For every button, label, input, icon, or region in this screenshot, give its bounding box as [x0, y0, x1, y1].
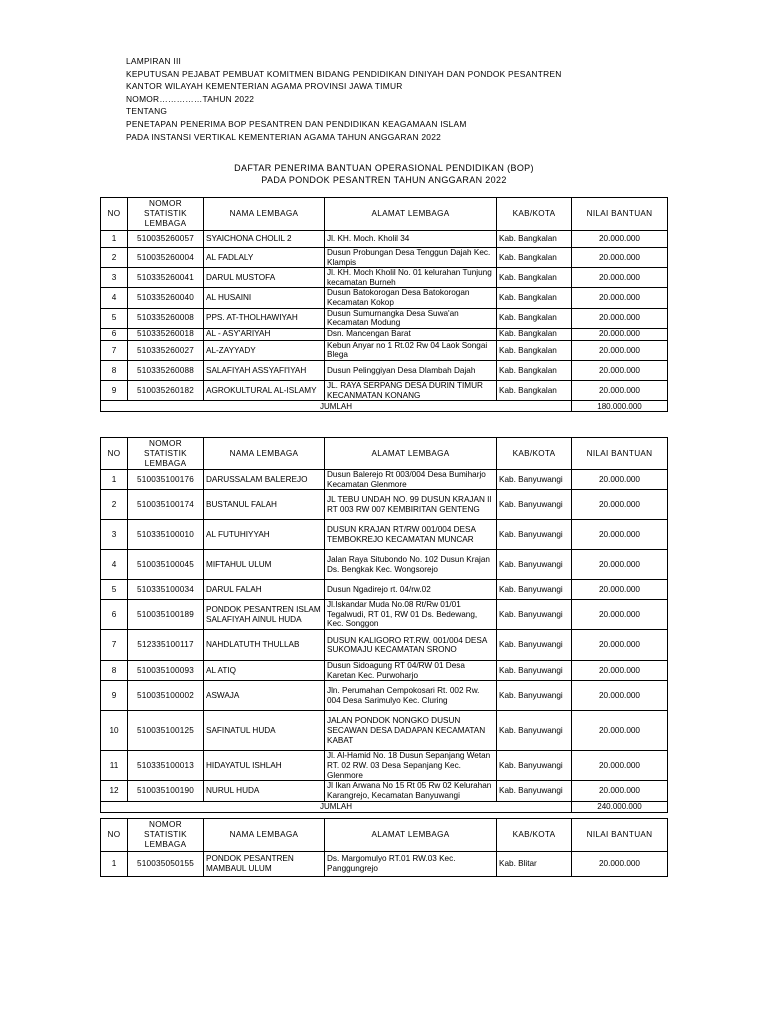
header-alamat-lembaga: ALAMAT LEMBAGA — [325, 438, 497, 470]
cell-kab-kota: Kab. Banyuwangi — [497, 711, 572, 751]
table-row — [101, 600, 668, 630]
table-row — [101, 520, 668, 550]
cell-kab-kota: Kab. Bangkalan — [497, 248, 572, 268]
cell-alamat-lembaga: Kebun Anyar no 1 Rt.02 Rw 04 Laok Songai Blega — [325, 340, 497, 360]
cell-kab-kota: Kab. Bangkalan — [497, 328, 572, 340]
cell-nomor-statistik: 510035100125 — [128, 711, 204, 751]
header-no: NO — [101, 438, 128, 470]
cell-kab-kota: Kab. Banyuwangi — [497, 470, 572, 490]
header-line-lampiran: LAMPIRAN III — [126, 56, 182, 66]
cell-nama-lembaga: NURUL HUDA — [204, 781, 325, 801]
cell-alamat-lembaga: Jalan Raya Situbondo No. 102 Dusun Krajan Ds. Bengkak Kec. Wongsorejo — [325, 550, 497, 580]
header-nomor-statistik: NOMOR STATISTIK LEMBAGA — [128, 438, 204, 470]
cell-nama-lembaga: MIFTAHUL ULUM — [204, 550, 325, 580]
table-row — [101, 248, 668, 268]
cell-nama-lembaga: AGROKULTURAL AL-ISLAMY — [204, 380, 325, 400]
cell-nomor-statistik: 510335100013 — [128, 751, 204, 781]
header-line-instansi: PADA INSTANSI VERTIKAL KEMENTERIAN AGAMA TAHUN ANGGARAN 2022 — [126, 131, 442, 142]
header-nama-lembaga: NAMA LEMBAGA — [204, 198, 325, 231]
cell-nomor-statistik: 512335100117 — [128, 630, 204, 661]
cell-nilai-bantuan: 20.000.000 — [572, 490, 668, 520]
cell-nomor-statistik: 510335260027 — [128, 340, 204, 360]
cell-nilai-bantuan: 20.000.000 — [572, 328, 668, 340]
cell-kab-kota: Kab. Banyuwangi — [497, 751, 572, 781]
header-line-keputusan: KEPUTUSAN PEJABAT PEMBUAT KOMITMEN BIDANG PENDIDIKAN DINIYAH DAN PONDOK PESANTREN — [126, 68, 562, 79]
cell-nomor-statistik: 510335260041 — [128, 268, 204, 288]
total-value: 240.000.000 — [572, 801, 668, 812]
header-nilai-bantuan: NILAI BANTUAN — [572, 198, 668, 231]
cell-alamat-lembaga: Dusun Probungan Desa Tenggun Dajah Kec. Klampis — [325, 248, 497, 268]
cell-nomor-statistik: 510335100034 — [128, 580, 204, 600]
cell-alamat-lembaga: DUSUN KALIGORO RT.RW. 001/004 DESA SUKOMAJU KECAMATAN SRONO — [325, 630, 497, 661]
cell-kab-kota: Kab. Banyuwangi — [497, 681, 572, 711]
cell-no: 10 — [101, 711, 128, 751]
cell-nilai-bantuan: 20.000.000 — [572, 288, 668, 308]
cell-alamat-lembaga: Jl Ikan Arwana No 15 Rt 05 Rw 02 Kelurahan Karangrejo, Kecamatan Banyuwangi — [325, 781, 497, 801]
total-row — [101, 801, 668, 812]
cell-nama-lembaga: ASWAJA — [204, 681, 325, 711]
header-nama-lembaga: NAMA LEMBAGA — [204, 438, 325, 470]
header-line-penetapan: PENETAPAN PENERIMA BOP PESANTREN DAN PENDIDIKAN KEAGAMAAN ISLAM — [126, 118, 467, 129]
table-header-row — [101, 198, 668, 231]
table-row — [101, 781, 668, 801]
cell-kab-kota: Kab. Banyuwangi — [497, 600, 572, 630]
cell-alamat-lembaga: Dusun Batokorogan Desa Batokorogan Kecamatan Kokop — [325, 288, 497, 308]
table-row — [101, 630, 668, 661]
cell-nomor-statistik: 510035260057 — [128, 231, 204, 248]
cell-no: 8 — [101, 661, 128, 681]
cell-alamat-lembaga: JL TEBU UNDAH NO. 99 DUSUN KRAJAN II RT 003 RW 007 KEMBIRITAN GENTENG — [325, 490, 497, 520]
table-row — [101, 711, 668, 751]
cell-nomor-statistik: 510035100190 — [128, 781, 204, 801]
recipients-table-banyuwangi — [100, 437, 668, 813]
cell-nilai-bantuan: 20.000.000 — [572, 600, 668, 630]
table-header-row — [101, 438, 668, 470]
header-line-tentang: TENTANG — [126, 106, 168, 117]
cell-alamat-lembaga: Dusun Sumurnangka Desa Suwa'an Kecamatan Modung — [325, 308, 497, 328]
total-label: JUMLAH — [101, 401, 572, 412]
cell-alamat-lembaga: Dusun Sidoagung RT 04/RW 01 Desa Karetan Kec. Purwoharjo — [325, 661, 497, 681]
cell-kab-kota: Kab. Banyuwangi — [497, 630, 572, 661]
header-nilai-bantuan: NILAI BANTUAN — [572, 438, 668, 470]
header-alamat-lembaga: ALAMAT LEMBAGA — [325, 819, 497, 852]
cell-kab-kota: Kab. Banyuwangi — [497, 520, 572, 550]
cell-nomor-statistik: 510335260018 — [128, 328, 204, 340]
recipients-table-bangkalan — [100, 197, 668, 412]
cell-nama-lembaga: AL ATIQ — [204, 661, 325, 681]
cell-nomor-statistik: 510335260008 — [128, 308, 204, 328]
cell-alamat-lembaga: Dusun Balerejo Rt 003/004 Desa Bumiharjo Kecamatan Glenmore — [325, 470, 497, 490]
cell-nilai-bantuan: 20.000.000 — [572, 360, 668, 380]
cell-no: 5 — [101, 308, 128, 328]
header-kab-kota: KAB/KOTA — [497, 819, 572, 852]
header-line-nomor: NOMOR……………TAHUN 2022 — [126, 93, 255, 104]
cell-nama-lembaga: BUSTANUL FALAH — [204, 490, 325, 520]
cell-nilai-bantuan: 20.000.000 — [572, 248, 668, 268]
cell-no: 9 — [101, 380, 128, 400]
table-row — [101, 580, 668, 600]
cell-nama-lembaga: PPS. AT-THOLHAWIYAH — [204, 308, 325, 328]
table-row — [101, 360, 668, 380]
cell-kab-kota: Kab. Bangkalan — [497, 268, 572, 288]
table-row — [101, 490, 668, 520]
cell-alamat-lembaga: Jln. Perumahan Cempokosari Rt. 002 Rw. 004 Desa Sarimulyo Kec. Cluring — [325, 681, 497, 711]
cell-no: 11 — [101, 751, 128, 781]
header-nomor-statistik: NOMOR STATISTIK LEMBAGA — [128, 198, 204, 231]
cell-no: 1 — [101, 231, 128, 248]
cell-no: 12 — [101, 781, 128, 801]
cell-nomor-statistik: 510035260182 — [128, 380, 204, 400]
cell-nilai-bantuan: 20.000.000 — [572, 550, 668, 580]
cell-nama-lembaga: NAHDLATUTH THULLAB — [204, 630, 325, 661]
cell-nama-lembaga: DARUL MUSTOFA — [204, 268, 325, 288]
cell-no: 9 — [101, 681, 128, 711]
cell-no: 3 — [101, 520, 128, 550]
cell-kab-kota: Kab. Bangkalan — [497, 340, 572, 360]
cell-nomor-statistik: 510035050155 — [128, 852, 204, 877]
cell-nomor-statistik: 510035100174 — [128, 490, 204, 520]
cell-kab-kota: Kab. Bangkalan — [497, 231, 572, 248]
cell-nama-lembaga: SAFINATUL HUDA — [204, 711, 325, 751]
header-nama-lembaga: NAMA LEMBAGA — [204, 819, 325, 852]
cell-kab-kota: Kab. Banyuwangi — [497, 490, 572, 520]
cell-nomor-statistik: 510035100002 — [128, 681, 204, 711]
cell-nomor-statistik: 510035100176 — [128, 470, 204, 490]
cell-nilai-bantuan: 20.000.000 — [572, 580, 668, 600]
header-alamat-lembaga: ALAMAT LEMBAGA — [325, 198, 497, 231]
cell-no: 1 — [101, 852, 128, 877]
cell-alamat-lembaga: Ds. Margomulyo RT.01 RW.03 Kec. Panggungrejo — [325, 852, 497, 877]
cell-nilai-bantuan: 20.000.000 — [572, 751, 668, 781]
cell-nilai-bantuan: 20.000.000 — [572, 231, 668, 248]
cell-nilai-bantuan: 20.000.000 — [572, 630, 668, 661]
title-line-2: PADA PONDOK PESANTREN TAHUN ANGGARAN 2022 — [261, 174, 507, 185]
cell-nomor-statistik: 510035260004 — [128, 248, 204, 268]
cell-alamat-lembaga: JALAN PONDOK NONGKO DUSUN SECAWAN DESA DADAPAN KECAMATAN KABAT — [325, 711, 497, 751]
cell-no: 2 — [101, 248, 128, 268]
cell-nomor-statistik: 510335260088 — [128, 360, 204, 380]
document-title — [0, 163, 768, 186]
cell-kab-kota: Kab. Bangkalan — [497, 360, 572, 380]
recipients-table-blitar — [100, 818, 668, 877]
header-nomor-statistik: NOMOR STATISTIK LEMBAGA — [128, 819, 204, 852]
cell-alamat-lembaga: Jl. KH. Moch. Kholil 34 — [325, 231, 497, 248]
cell-nama-lembaga: SYAICHONA CHOLIL 2 — [204, 231, 325, 248]
cell-nama-lembaga: AL FADLALY — [204, 248, 325, 268]
cell-alamat-lembaga: Jl. Al-Hamid No. 18 Dusun Sepanjang Wetan RT. 02 RW. 03 Desa Sepanjang Kec. Glenmore — [325, 751, 497, 781]
cell-no: 6 — [101, 600, 128, 630]
cell-nomor-statistik: 510035100189 — [128, 600, 204, 630]
table-row — [101, 751, 668, 781]
cell-nama-lembaga: AL-ZAYYADY — [204, 340, 325, 360]
cell-kab-kota: Kab. Bangkalan — [497, 380, 572, 400]
cell-no: 8 — [101, 360, 128, 380]
cell-alamat-lembaga: Dsn. Mancengan Barat — [325, 328, 497, 340]
table-row — [101, 231, 668, 248]
table-row — [101, 288, 668, 308]
header-no: NO — [101, 819, 128, 852]
cell-nilai-bantuan: 20.000.000 — [572, 852, 668, 877]
cell-nama-lembaga: AL - ASY'ARIYAH — [204, 328, 325, 340]
cell-kab-kota: Kab. Bangkalan — [497, 308, 572, 328]
cell-nama-lembaga: DARUL FALAH — [204, 580, 325, 600]
table-row — [101, 661, 668, 681]
cell-nama-lembaga: DARUSSALAM BALEREJO — [204, 470, 325, 490]
table-row — [101, 380, 668, 400]
cell-no: 2 — [101, 490, 128, 520]
total-value: 180.000.000 — [572, 401, 668, 412]
cell-kab-kota: Kab. Blitar — [497, 852, 572, 877]
header-kab-kota: KAB/KOTA — [497, 438, 572, 470]
cell-nama-lembaga: AL HUSAINI — [204, 288, 325, 308]
cell-kab-kota: Kab. Bangkalan — [497, 288, 572, 308]
cell-nilai-bantuan: 20.000.000 — [572, 661, 668, 681]
total-label: JUMLAH — [101, 801, 572, 812]
cell-nilai-bantuan: 20.000.000 — [572, 470, 668, 490]
table-row — [101, 550, 668, 580]
cell-nilai-bantuan: 20.000.000 — [572, 520, 668, 550]
cell-no: 4 — [101, 550, 128, 580]
cell-kab-kota: Kab. Banyuwangi — [497, 580, 572, 600]
table-row — [101, 328, 668, 340]
total-row — [101, 401, 668, 412]
cell-no: 3 — [101, 268, 128, 288]
cell-nama-lembaga: PONDOK PESANTREN MAMBAUL ULUM — [204, 852, 325, 877]
header-nilai-bantuan: NILAI BANTUAN — [572, 819, 668, 852]
table-row — [101, 681, 668, 711]
cell-nama-lembaga: HIDAYATUL ISHLAH — [204, 751, 325, 781]
cell-alamat-lembaga: Dusun Pelinggiyan Desa Dlambah Dajah — [325, 360, 497, 380]
header-kab-kota: KAB/KOTA — [497, 198, 572, 231]
cell-nilai-bantuan: 20.000.000 — [572, 268, 668, 288]
cell-nama-lembaga: AL FUTUHIYYAH — [204, 520, 325, 550]
cell-nomor-statistik: 510335260040 — [128, 288, 204, 308]
cell-kab-kota: Kab. Banyuwangi — [497, 550, 572, 580]
cell-alamat-lembaga: Dusun Ngadirejo rt. 04/rw.02 — [325, 580, 497, 600]
cell-alamat-lembaga: DUSUN KRAJAN RT/RW 001/004 DESA TEMBOKREJO KECAMATAN MUNCAR — [325, 520, 497, 550]
cell-nilai-bantuan: 20.000.000 — [572, 681, 668, 711]
cell-kab-kota: Kab. Banyuwangi — [497, 661, 572, 681]
document-header — [126, 55, 562, 143]
cell-no: 6 — [101, 328, 128, 340]
table-row — [101, 268, 668, 288]
cell-nilai-bantuan: 20.000.000 — [572, 380, 668, 400]
cell-no: 7 — [101, 340, 128, 360]
cell-no: 7 — [101, 630, 128, 661]
table-row — [101, 340, 668, 360]
table-row — [101, 470, 668, 490]
title-line-1: DAFTAR PENERIMA BANTUAN OPERASIONAL PENDIDIKAN (BOP) — [234, 163, 534, 173]
cell-nomor-statistik: 510035100093 — [128, 661, 204, 681]
cell-nilai-bantuan: 20.000.000 — [572, 711, 668, 751]
cell-nilai-bantuan: 20.000.000 — [572, 340, 668, 360]
header-no: NO — [101, 198, 128, 231]
header-line-kantor: KANTOR WILAYAH KEMENTERIAN AGAMA PROVINSI JAWA TIMUR — [126, 81, 403, 92]
cell-nomor-statistik: 510035100045 — [128, 550, 204, 580]
cell-nilai-bantuan: 20.000.000 — [572, 781, 668, 801]
table-row — [101, 852, 668, 877]
cell-nama-lembaga: SALAFIYAH ASSYAFI'IYAH — [204, 360, 325, 380]
cell-alamat-lembaga: Jl. KH. Moch Kholil No. 01 kelurahan Tunjung kecamatan Burneh — [325, 268, 497, 288]
cell-alamat-lembaga: JL. RAYA SERPANG DESA DURIN TIMUR KECANMATAN KONANG — [325, 380, 497, 400]
cell-no: 4 — [101, 288, 128, 308]
cell-no: 5 — [101, 580, 128, 600]
table-header-row — [101, 819, 668, 852]
cell-alamat-lembaga: Jl.Iskandar Muda No.08 Rt/Rw 01/01 Tegalwudi, RT 01, RW 01 Ds. Bedewang, Kec. Songgon — [325, 600, 497, 630]
cell-no: 1 — [101, 470, 128, 490]
table-row — [101, 308, 668, 328]
cell-kab-kota: Kab. Banyuwangi — [497, 781, 572, 801]
cell-nilai-bantuan: 20.000.000 — [572, 308, 668, 328]
cell-nama-lembaga: PONDOK PESANTREN ISLAM SALAFIYAH AINUL HUDA — [204, 600, 325, 630]
cell-nomor-statistik: 510335100010 — [128, 520, 204, 550]
